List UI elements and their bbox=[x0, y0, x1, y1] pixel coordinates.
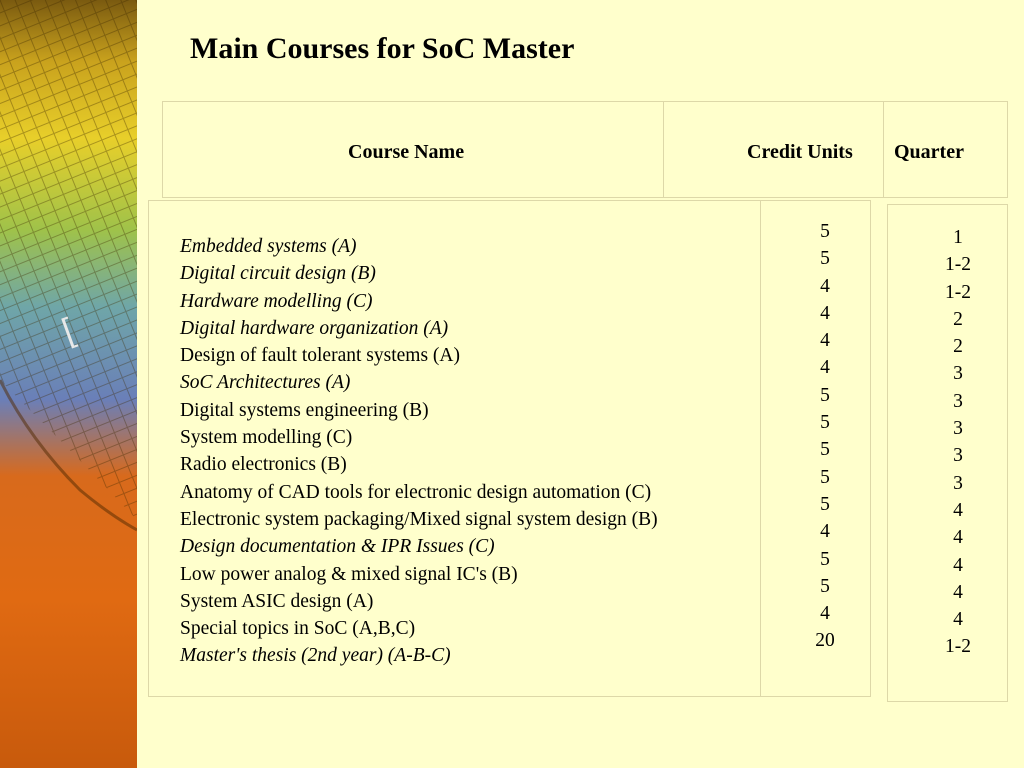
credit-value: 4 bbox=[820, 275, 830, 297]
course-table-body bbox=[148, 200, 871, 697]
course-name: Special topics in SoC (A,B,C) bbox=[180, 618, 416, 640]
quarter-list bbox=[928, 224, 988, 661]
course-name: System ASIC design (A) bbox=[180, 590, 374, 612]
wafer-graphic bbox=[0, 0, 137, 768]
quarter-value: 3 bbox=[953, 472, 963, 494]
course-name: Low power analog & mixed signal IC's (B) bbox=[180, 563, 518, 585]
course-name: Hardware modelling (C) bbox=[180, 290, 373, 312]
header-credit-units: Credit Units bbox=[747, 141, 853, 163]
credit-value: 4 bbox=[820, 357, 830, 379]
header-course-name: Course Name bbox=[348, 141, 465, 163]
quarter-value: 4 bbox=[953, 527, 963, 549]
credit-value: 20 bbox=[815, 630, 835, 652]
quarter-value: 1-2 bbox=[945, 254, 971, 276]
course-name: Digital circuit design (B) bbox=[180, 263, 376, 285]
course-name: Design documentation & IPR Issues (C) bbox=[180, 536, 495, 558]
quarter-value: 2 bbox=[953, 336, 963, 358]
quarter-value: 4 bbox=[953, 609, 963, 631]
course-name: SoC Architectures (A) bbox=[180, 372, 351, 394]
course-name: Radio electronics (B) bbox=[180, 454, 347, 476]
course-name: Master's thesis (2nd year) (A-B-C) bbox=[180, 645, 451, 667]
credit-value: 5 bbox=[820, 384, 830, 406]
credit-value: 5 bbox=[820, 575, 830, 597]
credit-value: 5 bbox=[820, 221, 830, 242]
column-divider bbox=[760, 201, 761, 696]
quarter-value: 4 bbox=[953, 554, 963, 576]
wafer-image bbox=[0, 0, 137, 768]
quarter-value: 3 bbox=[953, 418, 963, 440]
page-title: Main Courses for SoC Master bbox=[190, 32, 575, 65]
quarter-value: 1-2 bbox=[945, 281, 971, 303]
quarter-value: 2 bbox=[953, 308, 963, 330]
quarter-value: 1-2 bbox=[945, 636, 971, 658]
course-name: Digital systems engineering (B) bbox=[180, 399, 429, 421]
course-name: Electronic system packaging/Mixed signal system design (B) bbox=[180, 508, 658, 530]
header-divider bbox=[663, 102, 664, 197]
quarter-value: 3 bbox=[953, 390, 963, 412]
course-name-list bbox=[180, 233, 658, 670]
course-name: Digital hardware organization (A) bbox=[180, 317, 449, 339]
quarter-value: 4 bbox=[953, 581, 963, 603]
course-name: Anatomy of CAD tools for electronic design automation (C) bbox=[180, 481, 652, 503]
credit-value: 5 bbox=[820, 548, 830, 570]
quarter-value: 3 bbox=[953, 363, 963, 385]
credit-value: 4 bbox=[820, 302, 830, 324]
quarter-value: 4 bbox=[953, 499, 963, 521]
quarter-column bbox=[887, 204, 1008, 702]
header-quarter: Quarter bbox=[894, 141, 964, 163]
credit-value: 4 bbox=[820, 521, 830, 543]
credit-value: 5 bbox=[820, 412, 830, 434]
wafer-mark: [ bbox=[57, 311, 80, 351]
table-header-row bbox=[162, 101, 1008, 198]
credit-value: 5 bbox=[820, 493, 830, 515]
credit-value: 4 bbox=[820, 603, 830, 625]
course-name: System modelling (C) bbox=[180, 427, 353, 449]
credit-value: 5 bbox=[820, 248, 830, 270]
quarter-value: 1 bbox=[953, 227, 963, 248]
course-name: Embedded systems (A) bbox=[180, 236, 357, 257]
quarter-value: 3 bbox=[953, 445, 963, 467]
header-divider bbox=[883, 102, 884, 197]
course-name: Design of fault tolerant systems (A) bbox=[180, 345, 460, 367]
credit-value: 5 bbox=[820, 466, 830, 488]
credit-units-list bbox=[795, 218, 855, 655]
credit-value: 5 bbox=[820, 439, 830, 461]
credit-value: 4 bbox=[820, 330, 830, 352]
